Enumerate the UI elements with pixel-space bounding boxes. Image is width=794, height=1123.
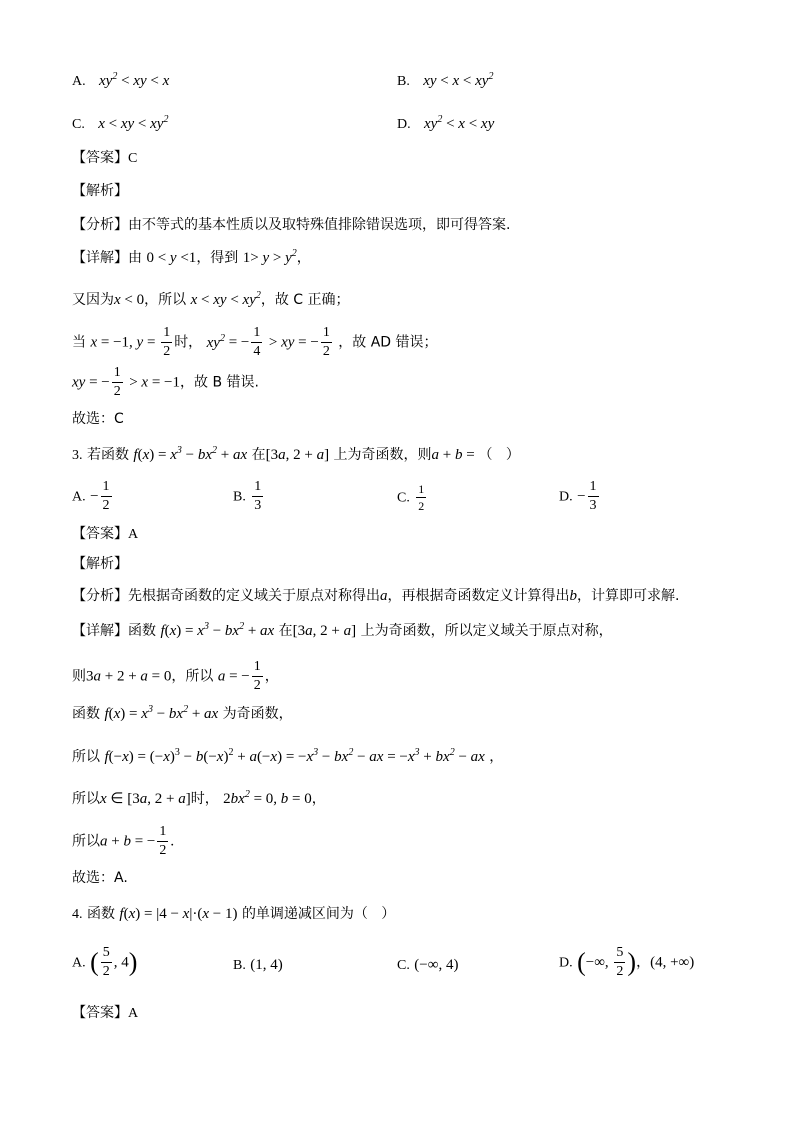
fenxi-line: 【分析】由不等式的基本性质以及取特殊值排除错误选项，即可得答案. — [72, 217, 511, 233]
q3-fenxi-line: 【分析】先根据奇函数的定义域关于原点对称得出a，再根据奇函数定义计算得出b，计算即可求解. — [72, 588, 680, 604]
q4-option-a: A. ( $\frac{5}{2}$ , 4) — [72, 945, 138, 979]
q3-option-d: D. − $\frac{1}{3}$ — [559, 479, 597, 513]
analysis-tag: 【解析】 — [72, 183, 128, 199]
q3-detail-line-1: 【详解】函数 $f(x) = x^3 - bx^2$ + ax 在[3a, 2 + a] 上为奇函数，所以定义域关于原点对称， — [72, 621, 613, 639]
q4-option-d: D. (−∞, $\frac{5}{2}$ )，(4, +∞) — [559, 945, 695, 979]
answer-tag: 【答案】 — [72, 150, 128, 166]
q3-choose-line: 故选：A. — [72, 870, 128, 886]
detail-line-4: xy = − $\frac{1}{2}$ > x = −1，故 B 错误. — [72, 365, 259, 399]
option-b: B. xy < $x < xy^2$ — [397, 71, 494, 89]
q4-option-b: B. (1, 4) — [233, 957, 283, 973]
q4-answer-line: 【答案】A — [72, 1005, 139, 1021]
q4-stem: 4. 函数 f(x) = |4 − x|·(x − 1) 的单调递减区间为（ ） — [72, 906, 396, 922]
q4-option-c: C. (−∞, 4) — [397, 957, 459, 973]
answer-line — [72, 151, 137, 166]
q3-analysis-tag: 【解析】 — [72, 556, 128, 572]
option-a: A. $xy^2$ < xy < x — [72, 71, 170, 89]
answer-value: C — [128, 151, 138, 166]
q3-detail-line-5: 所以x ∈ [3a, 2 + a]时， $2bx^2 = 0$, b = 0， — [72, 789, 326, 807]
q3-option-b: B. $\frac{1}{3}$ — [233, 479, 262, 513]
q3-option-a: A. − $\frac{1}{2}$ — [72, 479, 110, 513]
choose-line: 故选：C — [72, 411, 124, 427]
q3-detail-line-4: 所以 $f(-x) = (-x)^3 - b(-x)^2 + a(-x) = -x^3 - bx^2$ − ax = $-x^3 + bx^2$ − ax ， — [72, 747, 504, 765]
q3-detail-line-6: 所以a + b = − $\frac{1}{2}$ . — [72, 824, 175, 858]
option-c: C. x < xy < $xy^2$ — [72, 114, 169, 132]
q3-detail-line-2: 则3a + 2 + a = 0，所以 a = − $\frac{1}{2}$ ， — [72, 659, 279, 693]
q3-stem: 3. 若函数 $f(x) = x^3 - bx^2$ + ax 在[3a, 2 + a] 上为奇函数，则a + b = （ ） — [72, 445, 520, 463]
q3-detail-line-3: 函数 $f(x) = x^3 - bx^2$ + ax 为奇函数， — [72, 704, 293, 722]
detail-line-1: 【详解】由 0 < y <1，得到 $1> y > y^2$， — [72, 248, 311, 266]
q3-option-c: C. $\frac{1}{2}$ — [397, 482, 425, 513]
q3-answer-line: 【答案】A — [72, 526, 139, 542]
detail-line-3: 当 x = −1, y = $\frac{1}{2}$ 时， $xy^2$ = − $\frac{1}{4}$ > xy = − $\frac{1}{2}$ ，故 AD 错误； — [72, 325, 438, 359]
detail-line-2: 又因为x < 0，所以 x < xy < $xy^2$，故 C 正确； — [72, 290, 350, 308]
option-d: D. $xy^2 < x$ < xy — [397, 114, 495, 132]
